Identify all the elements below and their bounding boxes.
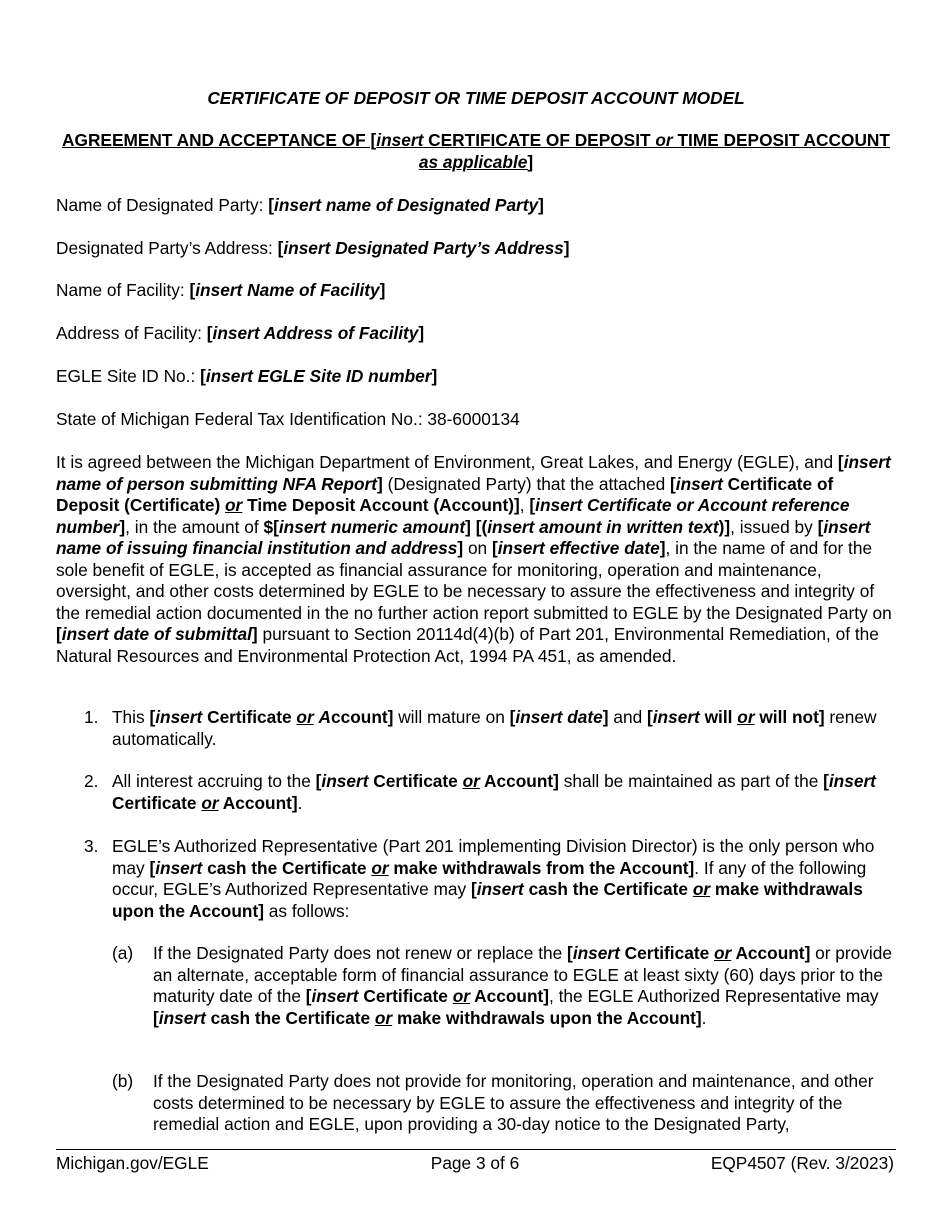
- agreement-paragraph: It is agreed between the Michigan Department of Environment, Great Lakes, and Energy (EGLE), and [insert name of person submitting NFA Report] (Designated Party) that the attached [insert Certificate of Deposit (Certificate) or Time Deposit Account (Account)], [insert Certificate or Account reference number], in the amount of $[insert numeric amount] [(insert amount in written text)], issued by [insert name of issuing financial institution and address] on [insert effective date], in the name of and for the sole benefit of EGLE, is accepted as financial assurance for monitoring, operation and maintenance, oversight, and other costs determined by EGLE to be necessary to assure the effectiveness and integrity of the remedial action documented in the no further action report submitted to EGLE by the Designated Party on [insert date of submittal] pursuant to Section 20114d(4)(b) of Part 201, Environmental Remediation, of the Natural Resources and Environmental Protection Act, 1994 PA 451, as amended.: [56, 452, 892, 666]
- tax-id-line: State of Michigan Federal Tax Identification No.: 38-6000134: [56, 409, 520, 429]
- footer-divider: [56, 1149, 896, 1150]
- agreement-heading: AGREEMENT AND ACCEPTANCE OF [insert CERTIFICATE OF DEPOSIT or TIME DEPOSIT ACCOUNT as applicable]: [62, 130, 890, 172]
- list-item-1-text: This [insert Certificate or Account] will mature on [insert date] and [insert will or will not] renew automatically.: [112, 707, 877, 749]
- footer-form-number: EQP4507 (Rev. 3/2023): [710, 1153, 894, 1173]
- field-facility-name: Name of Facility: [insert Name of Facility]: [56, 280, 386, 300]
- document-page: CERTIFICATE OF DEPOSIT OR TIME DEPOSIT ACCOUNT MODEL AGREEMENT AND ACCEPTANCE OF [insert CERTIFICATE OF DEPOSIT or TIME DEPOSIT ACCOUNT as applicable] Name of Designated Party: [insert name of Designated Party] Designated Party’s Address: [insert Designated Party’s Address] Name of Facility: [insert Name of Facility] Address of Facility: [insert Address of Facility] EGLE Site ID No.: [insert EGLE Site ID number] State of Michigan Federal Tax Identification No.: 38-6000134 It is agreed between the Michigan Department of Environment, Great Lakes, and Energy (EGLE), and [insert name of person submitting NFA Report] (Designated Party) that the attached [insert Certificate of Deposit (Certificate) or Time Deposit Account (Account)], [insert Certificate or Account reference number], in the amount of $[insert numeric amount] [(insert amount in written text)], issued by [insert name of issuing financial institution and address] on [insert effective date], in the name of and for the sole benefit of EGLE, is accepted as financial assurance for monitoring, operation and maintenance, oversight, and other costs determined by EGLE to be necessary to assure the effectiveness and integrity of the remedial action documented in the no further action report submitted to EGLE by the Designated Party on [insert date of submittal] pursuant to Section 20114d(4)(b) of Part 201, Environmental Remediation, of the Natural Resources and Environmental Protection Act, 1994 PA 451, as amended. 1. This [insert Certificate or Account] will mature on [insert date] and [insert will or will not] renew automatically. 2. All interest accruing to the [insert Certificate or Account] shall be maintained as part of the [insert Certificate or Account]. 3. EGLE’s Authorized Representative (Part 201 implementing Division Director) is the only person who may [insert cash the Certificate or make withdrawals from the Account]. If any of the following occur, EGLE’s Authorized Representative may [insert cash the Certificate or make withdrawals upon the Account] as follows: (a) If the Designated Party does not renew or replace the [insert Certificate or Account] or provide an alternate, acceptable form of financial assurance to EGLE at least sixty (60) days prior to the maturity date of the [insert Certificate or Account], the EGLE Authorized Representative may [insert cash the Certificate or make withdrawals upon the Account]. (b) If the Designated Party does not provide for monitoring, operation and maintenance, and other costs determined to be necessary by EGLE to assure the effectiveness and integrity of the remedial action and EGLE, upon providing a 30-day notice to the Designated Party, Michigan.gov/EGLE Page 3 of 6 EQP4507 (Rev. 3/2023): [0, 0, 950, 1230]
- field-designated-party-name: Name of Designated Party: [insert name of Designated Party]: [56, 195, 544, 215]
- sub-item-a-text: If the Designated Party does not renew or replace the [insert Certificate or Account] or provide an alternate, acceptable form of financial assurance to EGLE at least sixty (60) days prior to the maturity date of the [insert Certificate or Account], the EGLE Authorized Representative may [insert cash the Certificate or make withdrawals upon the Account].: [153, 943, 892, 1028]
- field-designated-party-address: Designated Party’s Address: [insert Designated Party’s Address]: [56, 238, 570, 258]
- document-title: CERTIFICATE OF DEPOSIT OR TIME DEPOSIT ACCOUNT MODEL: [207, 88, 745, 108]
- field-site-id: EGLE Site ID No.: [insert EGLE Site ID number]: [56, 366, 438, 386]
- sub-item-b-text: If the Designated Party does not provide for monitoring, operation and maintenance, and other costs determined to be necessary by EGLE to assure the effectiveness and integrity of the remedial action and EGLE, upon providing a 30-day notice to the Designated Party,: [153, 1071, 874, 1134]
- list-item-3-text: EGLE’s Authorized Representative (Part 201 implementing Division Director) is the only person who may [insert cash the Certificate or make withdrawals from the Account]. If any of the following occur, EGLE’s Authorized Representative may [insert cash the Certificate or make withdrawals upon the Account] as follows:: [112, 836, 875, 921]
- footer-website: Michigan.gov/EGLE: [56, 1153, 209, 1173]
- field-facility-address: Address of Facility: [insert Address of Facility]: [56, 323, 425, 343]
- footer-page-number: Page 3 of 6: [430, 1153, 520, 1173]
- list-item-2-text: All interest accruing to the [insert Certificate or Account] shall be maintained as part of the [insert Certificate or Account].: [112, 771, 876, 813]
